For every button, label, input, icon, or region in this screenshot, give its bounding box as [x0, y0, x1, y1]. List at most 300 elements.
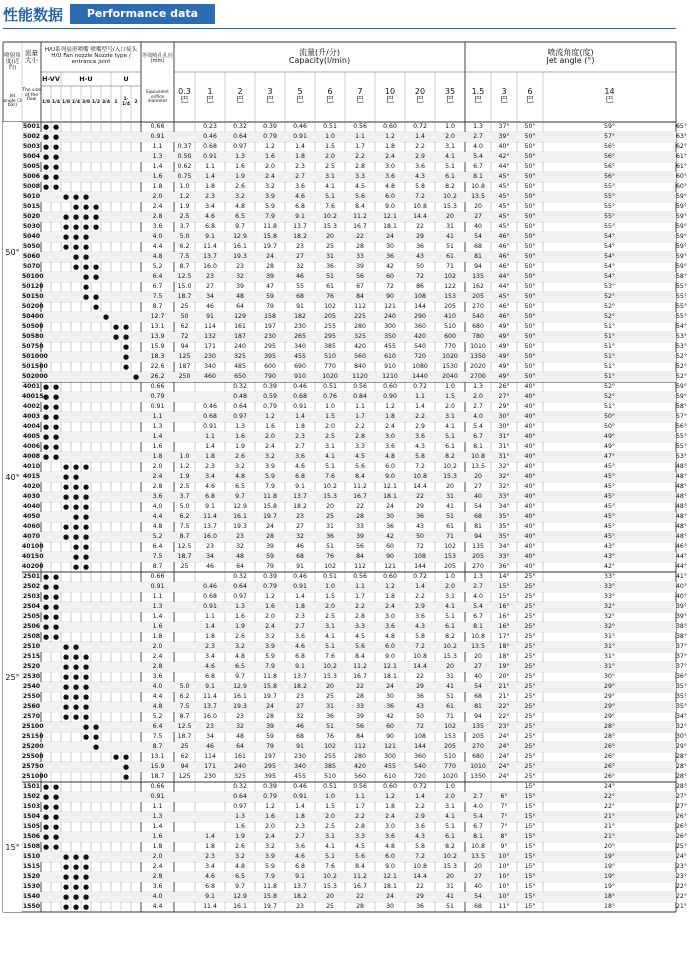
value-cell: 3.1 [325, 623, 335, 630]
value-cell: 114 [204, 753, 216, 760]
value-cell: 7.5 [179, 253, 190, 260]
inlet-cell [111, 172, 121, 182]
inlet-cell [111, 612, 121, 622]
inlet-cell [71, 282, 81, 292]
value-cell: 51° [604, 403, 615, 410]
value-cell: 0.46 [293, 573, 307, 580]
inlet-cell [131, 292, 141, 302]
inlet-cell [51, 522, 61, 532]
value-cell: 31° [498, 433, 510, 440]
value-cell: 0.91 [293, 583, 307, 590]
inlet-cell: ● [82, 293, 90, 301]
inlet-cell [131, 732, 141, 742]
value-cell: 135 [472, 273, 484, 280]
inlet-cell [61, 122, 71, 132]
value-cell: 25° [524, 613, 536, 620]
inlet-cell: ● [52, 163, 60, 171]
value-cell: 12.9 [233, 503, 247, 510]
inlet-cell: ● [82, 233, 90, 241]
inlet-cell: ● [52, 813, 60, 821]
value-cell: 1.2 [265, 413, 275, 420]
value-cell: 3.4 [205, 653, 215, 660]
value-cell: 0.79 [263, 403, 277, 410]
model-cell: 2504 [22, 603, 41, 610]
value-cell: 45° [498, 193, 510, 200]
inlet-cell: ● [62, 713, 70, 721]
value-cell: 50° [524, 123, 536, 130]
value-cell: 52° [604, 313, 615, 320]
value-cell: 72 [386, 283, 394, 290]
inlet-cell [51, 552, 61, 562]
inlet-cell [131, 742, 141, 752]
value-cell: 0.72 [413, 383, 427, 390]
inlet-cell [131, 762, 141, 772]
inlet-cell: ● [72, 713, 80, 721]
inlet-cell [81, 472, 91, 482]
value-cell: 40° [524, 503, 536, 510]
value-cell: 30° [498, 423, 510, 430]
value-cell: 16° [498, 603, 510, 610]
inlet-cell: ● [42, 803, 50, 811]
inlet-cell: ● [112, 323, 120, 331]
value-cell: 37° [676, 643, 687, 650]
value-cell: 40° [524, 483, 536, 490]
inlet-cell [51, 462, 61, 472]
value-cell: 56° [604, 163, 615, 170]
inlet-cell [121, 592, 131, 602]
value-cell: 1.1 [355, 793, 365, 800]
value-cell: 40° [524, 433, 536, 440]
value-cell: 37° [676, 653, 687, 660]
inlet-cell: ● [52, 183, 60, 191]
inlet-cell: ● [62, 673, 70, 681]
value-cell: 22 [416, 493, 424, 500]
value-cell: 44° [498, 283, 510, 290]
inlet-cell [81, 622, 91, 632]
model-cell: 50750 [22, 343, 44, 350]
inlet-cell [111, 552, 121, 562]
inlet-cell [111, 572, 121, 582]
inlet-cell [41, 852, 51, 862]
value-cell: 44° [676, 563, 687, 570]
value-cell: 48° [676, 473, 687, 480]
inlet-cell [91, 762, 101, 772]
value-cell: 1.4 [152, 163, 163, 170]
value-cell: 39 [266, 723, 274, 730]
value-cell: 59 [266, 553, 274, 560]
nozzle-type-header: H/U系列扇形喷嘴 喷嘴型号/入口接头 H/U Fan nozzle Nozzle type / entrance joint [44, 47, 138, 65]
value-cell: 11.4 [203, 903, 217, 910]
inlet-cell [51, 662, 61, 672]
inlet-cell [131, 662, 141, 672]
value-cell: 510 [324, 353, 336, 360]
value-cell: 1440 [412, 373, 428, 380]
title-en: Performance data [70, 4, 215, 24]
inlet-cell [71, 842, 81, 852]
inlet-cell: ● [52, 173, 60, 181]
value-cell: 22° [604, 803, 615, 810]
inlet-cell [51, 272, 61, 282]
value-cell: 25° [524, 663, 536, 670]
value-cell: 0.60 [383, 123, 397, 130]
value-cell: 8.4 [355, 653, 365, 660]
inlet-cell [71, 392, 81, 402]
value-cell: 1.2 [385, 133, 395, 140]
inlet-cell [101, 772, 111, 782]
value-cell: 1.6 [152, 833, 163, 840]
value-cell: 1.1 [355, 583, 365, 590]
value-cell: 26° [604, 743, 615, 750]
inlet-cell [91, 132, 101, 142]
value-cell: 0.91 [203, 153, 217, 160]
value-cell: 9.1 [295, 483, 305, 490]
inlet-cell [81, 432, 91, 442]
value-cell: 12.5 [177, 723, 192, 730]
value-cell: 4.1 [445, 153, 455, 160]
inlet-cell: ● [42, 153, 50, 161]
value-cell: 6.0 [385, 463, 395, 470]
value-cell: 1.7 [355, 803, 365, 810]
inlet-cell [51, 682, 61, 692]
inlet-cell [111, 362, 121, 372]
inlet-cell [101, 542, 111, 552]
inlet-cell [81, 162, 91, 172]
value-cell: 3.7 [179, 493, 190, 500]
value-cell: 1.3 [152, 813, 163, 820]
inlet-cell [91, 852, 101, 862]
inlet-cell [121, 532, 131, 542]
model-cell: 4015 [22, 473, 41, 480]
value-cell: 10° [498, 863, 510, 870]
angle-group-label: 15° [3, 782, 22, 912]
inlet-cell [71, 132, 81, 142]
inlet-cell: ● [42, 813, 50, 821]
inlet-cell [121, 412, 131, 422]
model-cell: 4006 [22, 443, 41, 450]
value-cell: 36 [416, 693, 424, 700]
value-cell [195, 822, 225, 832]
value-cell: 121 [384, 743, 396, 750]
inlet-cell [41, 892, 51, 902]
value-cell: 50° [604, 423, 615, 430]
value-cell: 0.79 [150, 393, 165, 400]
value-cell: 32° [676, 723, 687, 730]
value-cell: 42 [386, 713, 394, 720]
inlet-cell [61, 612, 71, 622]
value-cell: 18° [498, 653, 510, 660]
inlet-cell [131, 262, 141, 272]
value-cell: 50° [524, 323, 536, 330]
model-cell: 2560 [22, 703, 41, 710]
inlet-cell [101, 292, 111, 302]
value-cell: 48° [676, 533, 687, 540]
value-cell: 0.91 [293, 793, 307, 800]
inlet-cell [41, 482, 51, 492]
value-cell: 40 [474, 673, 482, 680]
value-cell: 39 [236, 283, 244, 290]
value-cell [174, 382, 195, 392]
value-cell: 36 [386, 703, 394, 710]
value-cell: 13.9 [150, 333, 165, 340]
inlet-cell [91, 592, 101, 602]
value-cell: 1080 [412, 363, 428, 370]
inlet-cell: ● [52, 383, 60, 391]
inlet-cell: ● [82, 873, 90, 881]
value-cell: 54 [474, 893, 482, 900]
value-cell: 11.4 [203, 513, 217, 520]
value-cell: 1.1 [355, 403, 365, 410]
value-cell: 37° [676, 663, 687, 670]
value-cell: 50° [524, 263, 536, 270]
inlet-cell: ● [82, 493, 90, 501]
inlet-cell [51, 242, 61, 252]
value-cell: 60° [676, 183, 687, 190]
inlet-cell [121, 462, 131, 472]
value-cell: 7.5 [152, 553, 163, 560]
value-cell: 455 [384, 343, 396, 350]
value-cell: 16.0 [203, 533, 217, 540]
value-cell: 34 [206, 293, 214, 300]
value-cell: 0.60 [383, 783, 397, 790]
value-cell: 2.3 [205, 643, 215, 650]
inlet-cell [71, 752, 81, 762]
inlet-cell: ● [42, 613, 50, 621]
value-cell: 132 [204, 333, 216, 340]
inlet-cell [101, 122, 111, 132]
value-cell: 15° [498, 583, 510, 590]
header-rule [3, 28, 676, 29]
inlet-cell [131, 582, 141, 592]
inlet-cell [111, 852, 121, 862]
value-cell: 2.0 [445, 583, 455, 590]
value-cell: 16° [498, 613, 510, 620]
inlet-cell [131, 522, 141, 532]
value-cell: 4.6 [205, 663, 215, 670]
value-cell: 84 [356, 733, 364, 740]
value-cell: 50° [524, 163, 536, 170]
value-cell: 455 [294, 773, 306, 780]
inlet-size-10: 2 [134, 99, 138, 105]
value-cell: 45° [604, 523, 615, 530]
value-cell: 26° [604, 753, 615, 760]
value-cell: 3.2 [265, 843, 275, 850]
value-cell: 7.9 [265, 213, 275, 220]
model-cell: 2550 [22, 693, 41, 700]
value-cell: 1.4 [205, 623, 215, 630]
value-cell: 0.62 [177, 163, 192, 170]
value-cell: 540 [414, 763, 426, 770]
value-cell: 59° [676, 233, 687, 240]
value-cell: 35° [498, 513, 510, 520]
value-cell: 25° [524, 743, 536, 750]
value-cell: 40° [524, 403, 536, 410]
value-cell: 270 [472, 303, 484, 310]
value-cell: 6.1 [445, 173, 455, 180]
value-cell: 40° [524, 443, 536, 450]
inlet-cell [71, 822, 81, 832]
value-cell: 5.6 [355, 853, 365, 860]
inlet-cell [51, 342, 61, 352]
value-cell: 6.8 [205, 883, 215, 890]
inlet-cell: ● [82, 903, 90, 911]
table-row [3, 282, 687, 292]
value-cell: 4.8 [385, 843, 395, 850]
value-cell: 3.6 [295, 633, 305, 640]
value-cell: 2.7 [295, 623, 305, 630]
inlet-cell: ● [42, 433, 50, 441]
inlet-cell [101, 612, 111, 622]
value-cell: 5.9 [265, 203, 275, 210]
inlet-cell [111, 272, 121, 282]
value-cell: 5.8 [415, 453, 425, 460]
inlet-cell [101, 852, 111, 862]
inlet-cell [91, 882, 101, 892]
inlet-cell [91, 602, 101, 612]
value-cell: 20 [446, 483, 454, 490]
inlet-cell [111, 162, 121, 172]
value-cell: 6.1 [445, 623, 455, 630]
value-cell: 6.8 [295, 203, 305, 210]
model-cell: 25750 [22, 763, 44, 770]
inlet-cell: ● [82, 653, 90, 661]
value-cell: 34 [206, 553, 214, 560]
value-cell: 23 [206, 273, 214, 280]
table-row [3, 732, 687, 742]
value-cell [174, 582, 195, 592]
inlet-cell [91, 512, 101, 522]
inlet-cell [61, 822, 71, 832]
value-cell: 59° [676, 263, 687, 270]
value-cell: 121 [384, 563, 396, 570]
model-cell: 25500 [22, 753, 44, 760]
value-cell: 7° [500, 823, 508, 830]
value-cell: 50° [524, 293, 536, 300]
inlet-cell [111, 412, 121, 422]
inlet-cell [41, 762, 51, 772]
value-cell: 25° [524, 673, 536, 680]
value-cell: 28° [676, 763, 687, 770]
value-cell: 1.0 [325, 583, 335, 590]
value-cell: 2.0 [445, 403, 455, 410]
value-cell: 0.39 [263, 573, 277, 580]
value-cell: 2.8 [355, 823, 365, 830]
value-cell: 102 [444, 273, 456, 280]
inlet-cell [51, 202, 61, 212]
model-cell: 4005 [22, 433, 41, 440]
model-cell: 1515 [22, 863, 41, 870]
value-cell: 1.1 [205, 433, 215, 440]
value-cell: 7° [500, 803, 508, 810]
value-cell: 20 [446, 663, 454, 670]
inlet-cell [121, 732, 131, 742]
inlet-cell [61, 562, 71, 572]
inlet-cell [41, 302, 51, 312]
value-cell: 50° [524, 373, 536, 380]
value-cell: 26° [676, 813, 687, 820]
value-cell: 2.5 [325, 163, 335, 170]
value-cell: 4.1 [325, 183, 335, 190]
inlet-cell: ● [72, 903, 80, 911]
value-cell: 485 [234, 363, 246, 370]
inlet-cell [121, 312, 131, 322]
inlet-cell: ● [92, 223, 100, 231]
model-cell: 2540 [22, 683, 41, 690]
value-cell: 61° [676, 163, 687, 170]
model-cell: 50100 [22, 273, 44, 280]
inlet-cell [111, 882, 121, 892]
value-cell: 4.5 [355, 183, 365, 190]
inlet-cell: ● [92, 723, 100, 731]
model-cell: 25100 [22, 723, 44, 730]
value-cell: 45° [604, 483, 615, 490]
inlet-cell [121, 522, 131, 532]
inlet-cell [61, 262, 71, 272]
value-cell: 33 [356, 523, 364, 530]
value-cell: 27 [206, 283, 214, 290]
inlet-cell [81, 132, 91, 142]
inlet-cell: ● [62, 473, 70, 481]
inlet-cell [111, 132, 121, 142]
value-cell: 10° [498, 873, 510, 880]
value-cell: 46 [206, 303, 214, 310]
value-cell: 55° [676, 303, 687, 310]
value-cell: 0.76 [323, 393, 337, 400]
value-cell: 41° [676, 573, 687, 580]
value-cell: 5.4 [473, 603, 483, 610]
inlet-cell [61, 722, 71, 732]
value-cell: 205 [472, 553, 484, 560]
value-cell: 102 [324, 563, 336, 570]
value-cell: 81 [474, 253, 482, 260]
value-cell: 4.3 [415, 623, 425, 630]
value-cell: 5.1 [325, 643, 335, 650]
table-row [3, 572, 687, 582]
inlet-cell [71, 622, 81, 632]
value-cell: 3.2 [235, 463, 245, 470]
value-cell: 7.2 [415, 193, 425, 200]
inlet-cell [101, 752, 111, 762]
table-row [3, 872, 687, 882]
inlet-cell [91, 402, 101, 412]
value-cell: 325 [234, 353, 246, 360]
value-cell: 22 [416, 223, 424, 230]
model-cell: 50500 [22, 323, 44, 330]
inlet-cell: ● [92, 733, 100, 741]
value-cell: 2.9 [415, 153, 425, 160]
inlet-cell [131, 452, 141, 462]
value-cell: 55° [676, 313, 687, 320]
value-cell: 4.0 [473, 803, 483, 810]
inlet-cell [111, 622, 121, 632]
value-cell: 510 [444, 323, 456, 330]
inlet-cell [131, 322, 141, 332]
inlet-cell [71, 732, 81, 742]
inlet-cell [81, 352, 91, 362]
value-cell: 6.7 [473, 613, 483, 620]
model-cell: 50150 [22, 293, 44, 300]
value-cell: 187 [178, 363, 191, 370]
inlet-cell [61, 312, 71, 322]
value-cell: 90 [386, 553, 394, 560]
value-cell: 23 [296, 513, 304, 520]
value-cell: 31 [326, 703, 334, 710]
value-cell: 102 [324, 743, 336, 750]
value-cell: 0.51 [323, 573, 337, 580]
value-cell: 6.2 [179, 513, 190, 520]
value-cell: 9.1 [295, 873, 305, 880]
inlet-cell: ● [72, 483, 80, 491]
value-cell: 2.8 [152, 873, 163, 880]
